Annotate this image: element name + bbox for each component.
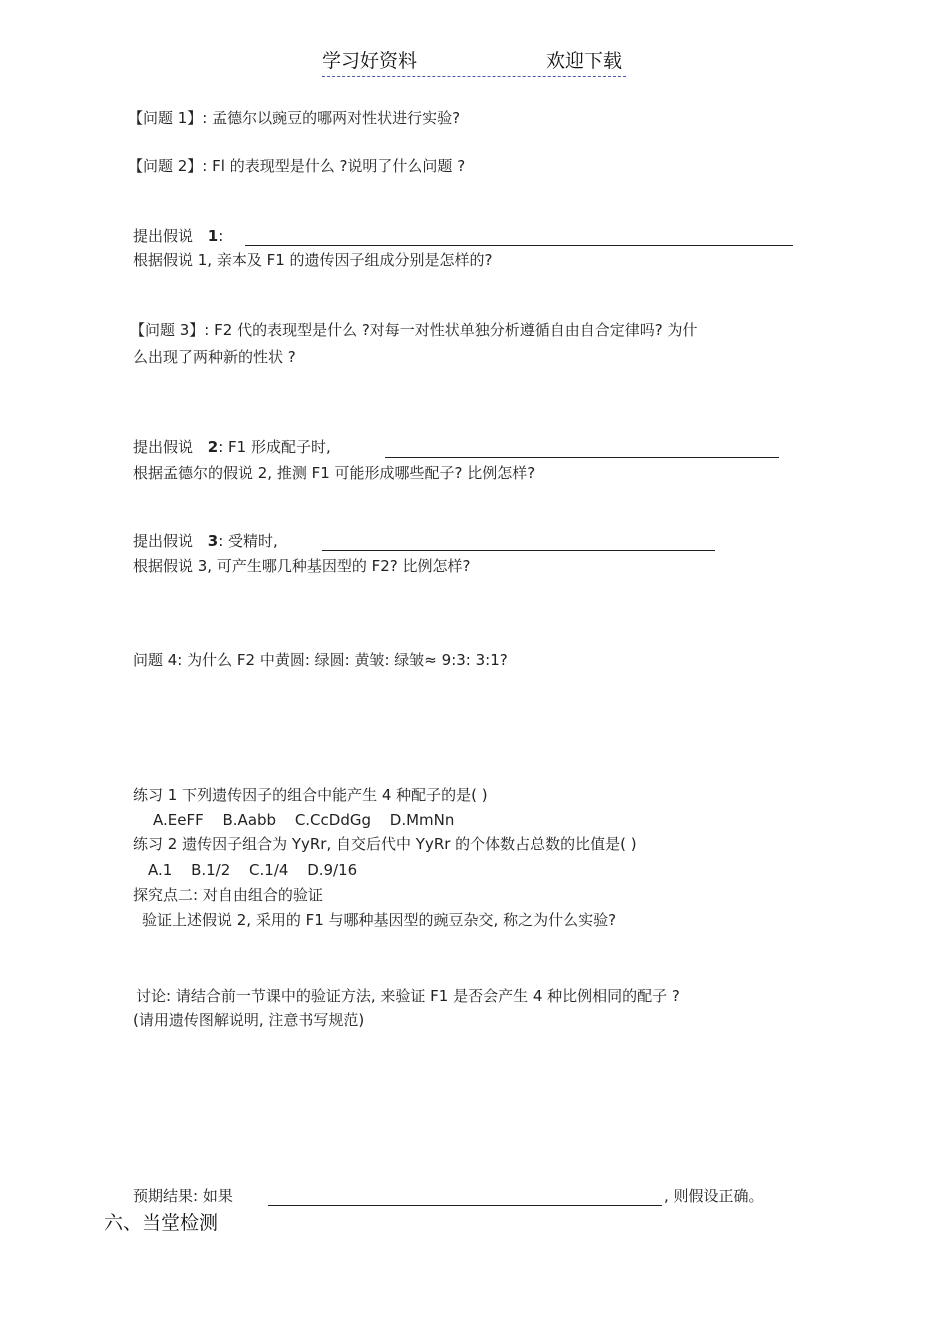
hypothesis-1-followup: 根据假说 1, 亲本及 F1 的遗传因子组成分别是怎样的? [133, 251, 493, 269]
question-3-line-1: 【问题 3】: F2 代的表现型是什么 ?对每一对性状单独分析遵循自由自合定律吗? 为什 [130, 321, 698, 339]
question-1: 【问题 1】: 孟德尔以豌豆的哪两对性状进行实验? [128, 109, 461, 127]
header-right-text: 欢迎下载 [545, 50, 622, 72]
hypothesis-1-number: 1 [207, 227, 219, 245]
exercise-1-options: A.EeFF B.Aabb C.CcDdGg D.MmNn [153, 811, 455, 829]
question-3-line-2: 么出现了两种新的性状 ? [133, 348, 296, 366]
hypothesis-2-number: 2 [207, 438, 219, 456]
expected-result-prefix: 预期结果: 如果 [133, 1187, 233, 1205]
hypothesis-2-answer-blank[interactable] [385, 457, 779, 458]
hypothesis-2-label [133, 437, 331, 457]
hypothesis-3-followup: 根据假说 3, 可产生哪几种基因型的 F2? 比例怎样? [133, 557, 471, 575]
hypothesis-3-number: 3 [207, 532, 219, 550]
hypothesis-2-text: : F1 形成配子时, [218, 438, 331, 456]
expected-result-answer-blank[interactable] [268, 1205, 662, 1206]
verification-question: 验证上述假说 2, 采用的 F1 与哪种基因型的豌豆杂交, 称之为什么实验? [142, 911, 617, 929]
hypothesis-1-answer-blank[interactable] [245, 245, 793, 246]
hypothesis-3-label-text: 提出假说 [133, 532, 194, 550]
hypothesis-3-text: : 受精时, [218, 532, 278, 550]
exploration-point-2: 探究点二: 对自由组合的验证 [133, 886, 323, 904]
hypothesis-1-colon: : [218, 227, 224, 245]
exercise-1: 练习 1 下列遗传因子的组合中能产生 4 种配子的是( ) [133, 786, 488, 804]
hypothesis-3-answer-blank[interactable] [322, 550, 715, 551]
exercise-2-options: A.1 B.1/2 C.1/4 D.9/16 [148, 861, 358, 879]
question-4: 问题 4: 为什么 F2 中黄圆: 绿圆: 黄皱: 绿皱≈ 9:3: 3:1? [133, 651, 508, 669]
hypothesis-2-label-text: 提出假说 [133, 438, 194, 456]
header-left-text: 学习好资料 [322, 50, 418, 72]
expected-result-suffix: , 则假设正确。 [664, 1187, 764, 1205]
exercise-2: 练习 2 遗传因子组合为 YyRr, 自交后代中 YyRr 的个体数占总数的比值是( ) [133, 835, 637, 853]
page-header [322, 48, 626, 77]
hypothesis-1-label [133, 226, 223, 246]
section-6-heading: 六、当堂检测 [104, 1212, 219, 1234]
hypothesis-3-label [133, 531, 278, 551]
discussion-line-2: (请用遗传图解说明, 注意书写规范) [133, 1011, 365, 1029]
hypothesis-2-followup: 根据孟德尔的假说 2, 推测 F1 可能形成哪些配子? 比例怎样? [133, 464, 536, 482]
hypothesis-1-label-text: 提出假说 [133, 227, 194, 245]
question-2: 【问题 2】: Fl 的表现型是什么 ?说明了什么问题 ? [128, 157, 466, 175]
discussion-line-1: 讨论: 请结合前一节课中的验证方法, 来验证 F1 是否会产生 4 种比例相同的配子 ? [136, 987, 680, 1005]
